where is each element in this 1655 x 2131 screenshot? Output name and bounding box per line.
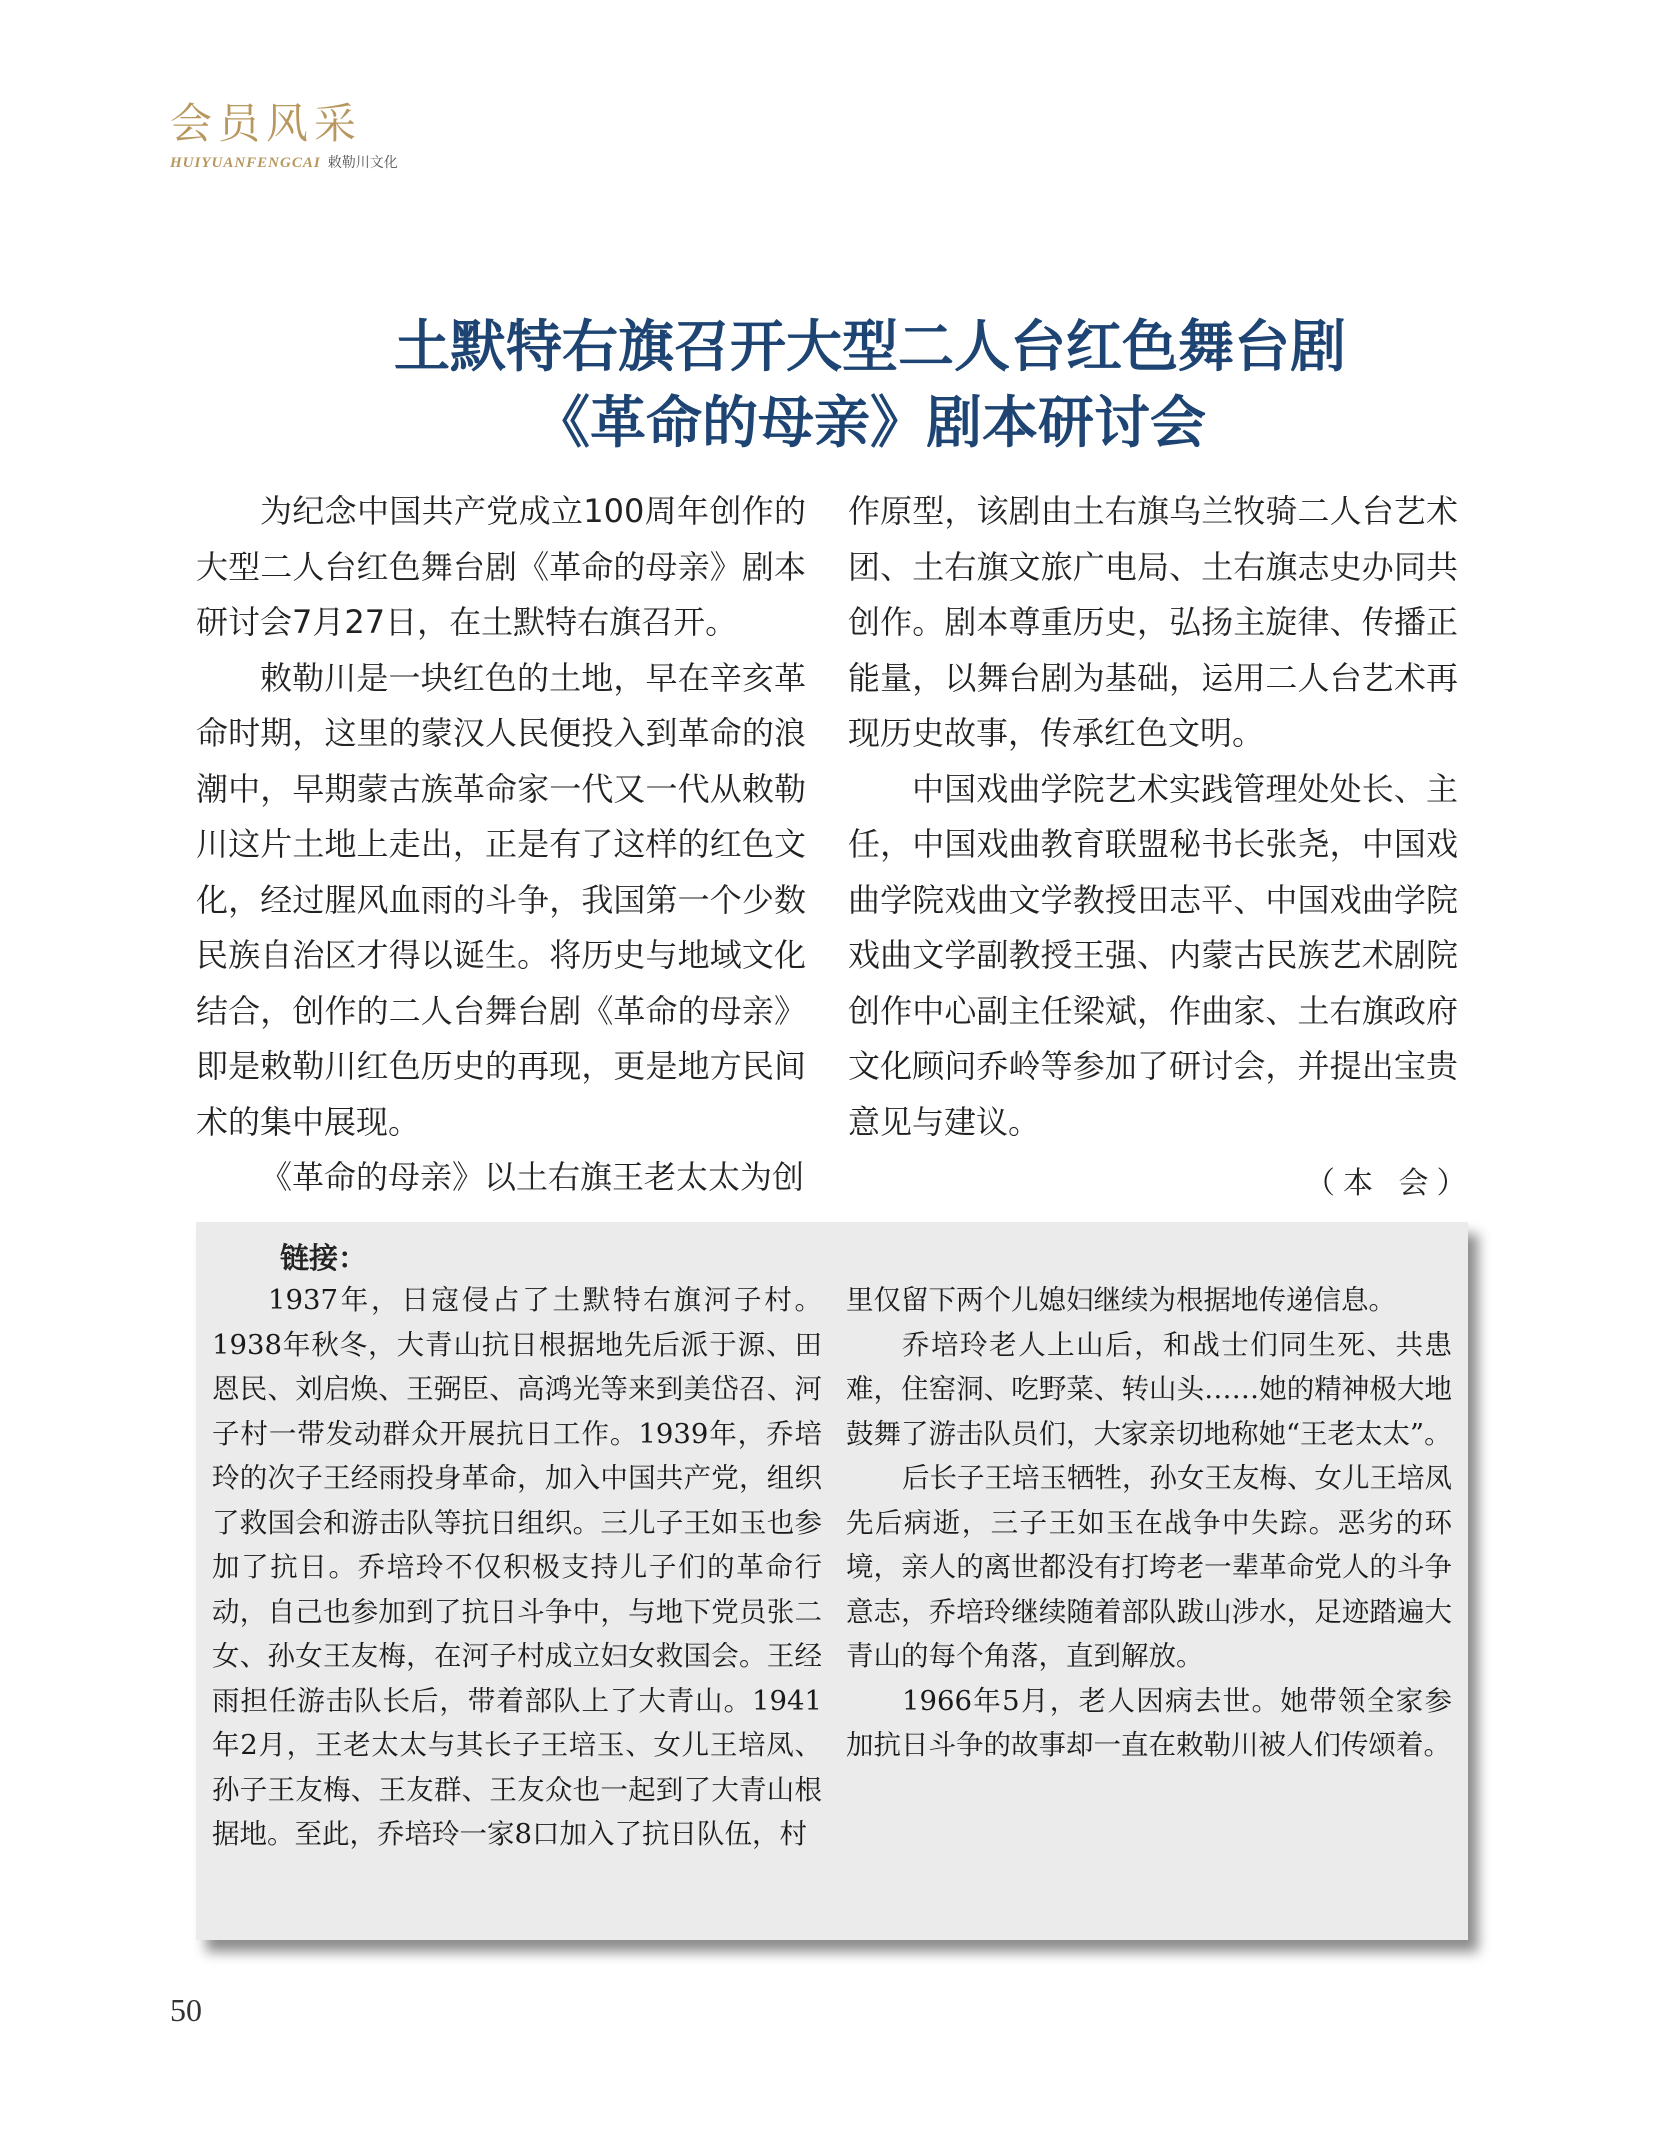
magazine-brand: 敕勒川文化 (327, 155, 398, 171)
section-title: 会员风采 (170, 99, 363, 148)
section-title-pinyin: HUIYUANFENGCAI (170, 155, 321, 171)
article-column-left (196, 484, 806, 1206)
section-subtitle (170, 150, 398, 175)
link-box-label: 链接： (280, 1241, 368, 1275)
article-paragraph: 《革命的母亲》以土右旗王老太太为创 (260, 1158, 805, 1196)
link-paragraph: 乔培玲老人上山后，和战士们同生死、共患难，住窑洞、吃野菜、转山头……她的精神极大地鼓舞了游击队员们，大家亲切地称她“王老太太”。 (846, 1328, 1452, 1450)
article-column-right (848, 484, 1458, 1150)
article-title-line-1: 土默特右旗召开大型二人台红色舞台剧 (394, 315, 1346, 380)
article-paragraph: 为纪念中国共产党成立100周年创作的大型二人台红色舞台剧《革命的母亲》剧本研讨会7月27日，在土默特右旗召开。 (196, 492, 806, 641)
link-paragraph: 1937年，日寇侵占了土默特右旗河子村。1938年秋冬，大青山抗日根据地先后派于源、田恩民、刘启焕、王弼臣、高鸿光等来到美岱召、河子村一带发动群众开展抗日工作。1939年，乔培玲的次子王经雨投身革命，加入中国共产党，组织了救国会和游击队等抗日组织。三儿子王如玉也参加了抗日。乔培玲不仅积极支持儿子们的革命行动，自己也参加到了抗日斗争中，与地下党员张二女、孙女王友梅，在河子村成立妇女救国会。王经雨担任游击队长后，带着部队上了大青山。1941年2月，王老太太与其长子王培玉、女儿王培凤、孙子王友梅、王友群、王友众也一起到了大青山根据地。至此，乔培玲一家8口加入了抗日队伍，村 (212, 1284, 822, 1850)
link-column-right (846, 1278, 1452, 1768)
link-column-left (212, 1278, 822, 1857)
article-paragraph: 中国戏曲学院艺术实践管理处处长、主任，中国戏曲教育联盟秘书长张尧，中国戏曲学院戏曲文学教授田志平、中国戏曲学院戏曲文学副教授王强、内蒙古民族艺术剧院创作中心副主任梁斌，作曲家、土右旗政府文化顾问乔岭等参加了研讨会，并提出宝贵意见与建议。 (848, 769, 1458, 1141)
page-number: 50 (170, 1992, 202, 2028)
link-paragraph: 里仅留下两个儿媳妇继续为根据地传递信息。 (846, 1284, 1396, 1316)
section-header (170, 98, 398, 175)
link-paragraph: 1966年5月，老人因病去世。她带领全家参加抗日斗争的故事却一直在敕勒川被人们传颂着。 (846, 1684, 1452, 1761)
author-signature: （本 会） (1305, 1166, 1475, 1201)
article-paragraph: 敕勒川是一块红色的土地，早在辛亥革命时期，这里的蒙汉人民便投入到革命的浪潮中，早期蒙古族革命家一代又一代从敕勒川这片土地上走出，正是有了这样的红色文化，经过腥风血雨的斗争，我国第一个少数民族自治区才得以诞生。将历史与地域文化结合，创作的二人台舞台剧《革命的母亲》即是敕勒川红色历史的再现，更是地方民间术的集中展现。 (196, 658, 806, 1141)
article-title (180, 310, 1560, 462)
article-paragraph: 作原型，该剧由土右旗乌兰牧骑二人台艺术团、土右旗文旅广电局、土右旗志史办同共创作。剧本尊重历史，弘扬主旋律、传播正能量，以舞台剧为基础，运用二人台艺术再现历史故事，传承红色文明。 (848, 492, 1458, 752)
link-paragraph: 后长子王培玉牺牲，孙女王友梅、女儿王培凤先后病逝，三子王如玉在战争中失踪。恶劣的环境，亲人的离世都没有打垮老一辈革命党人的斗争意志，乔培玲继续随着部队跋山涉水，足迹踏遍大青山的每个角落，直到解放。 (846, 1462, 1452, 1672)
related-link-box (196, 1222, 1468, 1940)
article-title-line-2: 《革命的母亲》剧本研讨会 (534, 391, 1206, 456)
